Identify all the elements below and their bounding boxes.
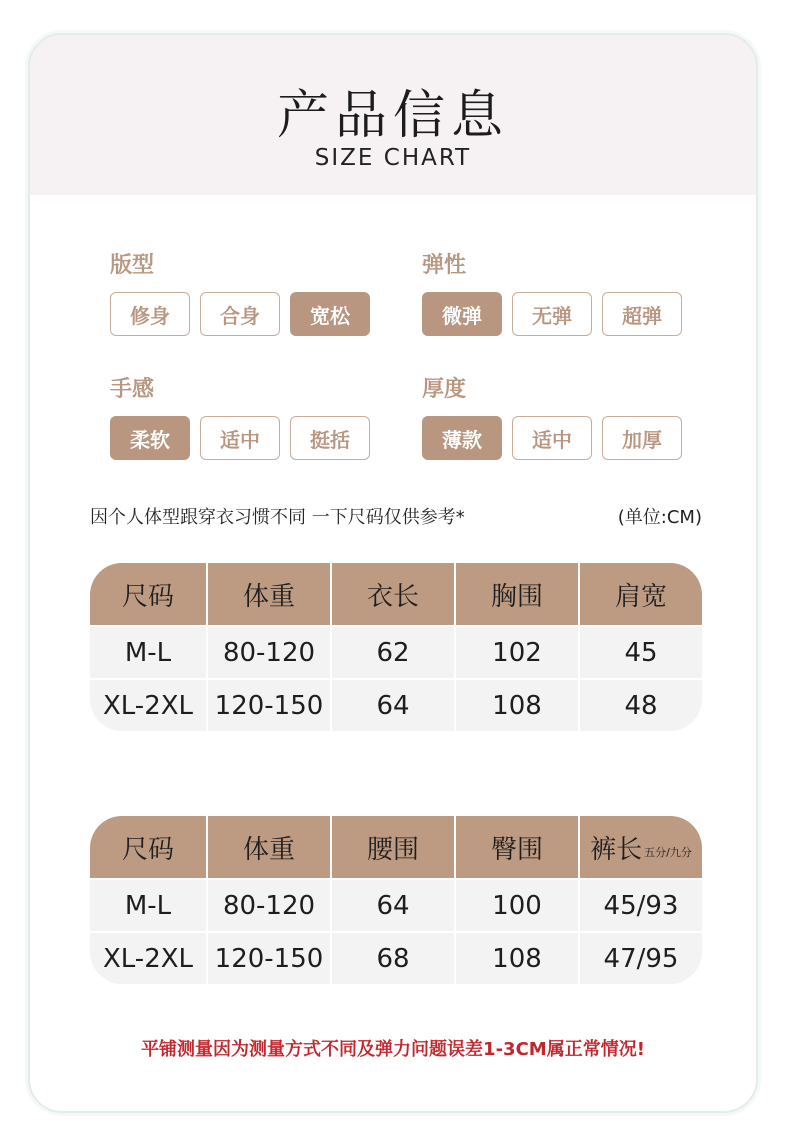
- table-header-cell: 体重: [208, 816, 332, 878]
- elasticity-label: 弹性: [422, 253, 467, 278]
- feel-label: 手感: [110, 377, 155, 402]
- page-subtitle: SIZE CHART: [314, 145, 472, 171]
- header-banner: [30, 35, 756, 195]
- table-row: [90, 878, 702, 931]
- table-header-cell: 衣长: [332, 563, 456, 625]
- table-header-cell: 胸围: [456, 563, 580, 625]
- table-cell: M-L: [90, 627, 208, 678]
- elasticity-option-super: 超弹: [602, 292, 682, 336]
- thickness-label: 厚度: [422, 377, 467, 402]
- fit-label: 版型: [110, 253, 155, 278]
- table-header-cell: 尺码: [90, 563, 208, 625]
- pants-length-suffix: 五分/九分: [644, 846, 692, 859]
- fit-option-slim: 修身: [110, 292, 190, 336]
- table-cell: XL-2XL: [90, 680, 208, 731]
- elasticity-option-slight: 微弹: [422, 292, 502, 336]
- table-cell: 108: [456, 933, 580, 984]
- table-cell: 62: [332, 627, 456, 678]
- table-cell: 100: [456, 880, 580, 931]
- elasticity-option-none: 无弹: [512, 292, 592, 336]
- table-cell: 80-120: [208, 880, 332, 931]
- feel-option-soft: 柔软: [110, 416, 190, 460]
- table-header-cell-pants-length: [580, 816, 702, 878]
- fit-option-loose: 宽松: [290, 292, 370, 336]
- fit-option-regular: 合身: [200, 292, 280, 336]
- thickness-option-medium: 适中: [512, 416, 592, 460]
- table-header-row: [90, 816, 702, 878]
- table-cell: 45: [624, 637, 658, 668]
- table-header-cell: 体重: [208, 563, 332, 625]
- table-cell: 80-120: [208, 627, 332, 678]
- page-title: 产品信息: [276, 86, 509, 146]
- table-cell: 102: [456, 627, 580, 678]
- bottom-size-table: [90, 816, 702, 984]
- pants-length-label: 裤长: [590, 834, 643, 865]
- table-cell: 47/95: [603, 943, 679, 974]
- table-cell: 108: [456, 680, 580, 731]
- table-cell: 48: [624, 690, 658, 721]
- table-header-cell: 臀围: [456, 816, 580, 878]
- thickness-option-thin: 薄款: [422, 416, 502, 460]
- table-cell: XL-2XL: [90, 933, 208, 984]
- table-header-cell: 腰围: [332, 816, 456, 878]
- table-cell: 64: [332, 680, 456, 731]
- table-row: [90, 678, 702, 731]
- feel-option-crisp: 挺括: [290, 416, 370, 460]
- table-header-row: [90, 563, 702, 625]
- table-header-cell: 尺码: [90, 816, 208, 878]
- thickness-option-thick: 加厚: [602, 416, 682, 460]
- table-cell: 68: [332, 933, 456, 984]
- top-size-table: [90, 563, 702, 731]
- table-row: [90, 625, 702, 678]
- table-cell: M-L: [90, 880, 208, 931]
- table-header-cell: 肩宽: [614, 581, 667, 612]
- disclaimer-note: 因个人体型跟穿衣习惯不同 一下尺码仅供参考*: [90, 507, 465, 528]
- table-row: [90, 931, 702, 984]
- size-chart-card: [28, 33, 758, 1113]
- measurement-warning: 平铺测量因为测量方式不同及弹力问题误差1-3CM属正常情况!: [141, 1039, 645, 1060]
- table-cell: 120-150: [208, 933, 332, 984]
- table-cell: 120-150: [208, 680, 332, 731]
- feel-option-medium: 适中: [200, 416, 280, 460]
- table-cell: 45/93: [603, 890, 679, 921]
- table-cell: 64: [332, 880, 456, 931]
- unit-note: (单位:CM): [617, 507, 702, 528]
